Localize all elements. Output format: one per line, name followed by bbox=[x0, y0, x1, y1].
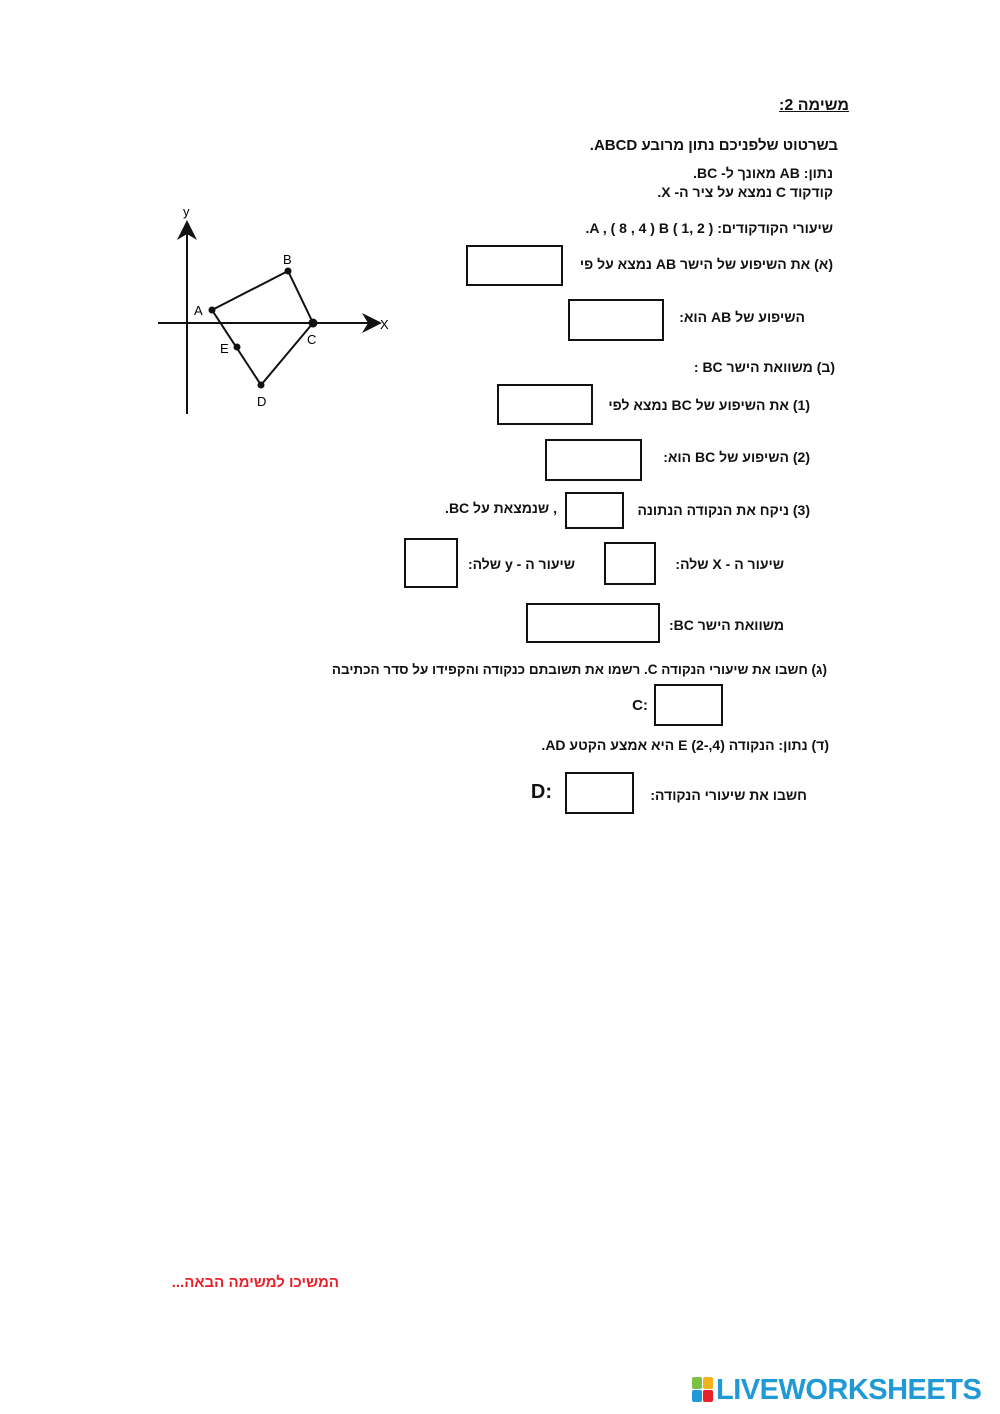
label-d: D bbox=[257, 394, 267, 409]
part-b-q2: (2) השיפוע של BC הוא: bbox=[663, 449, 810, 465]
liveworksheets-brand-text: LIVEWORKSHEETS bbox=[716, 1373, 982, 1406]
label-c: C bbox=[307, 332, 317, 347]
part-a-question: (א) את השיפוע של הישר AB נמצא על פי bbox=[579, 256, 833, 272]
part-b-x-input[interactable] bbox=[604, 542, 656, 585]
part-b-slope-input[interactable] bbox=[545, 439, 642, 481]
part-b-equation-input[interactable] bbox=[526, 603, 660, 643]
part-b-equation-label: משוואת הישר BC: bbox=[668, 617, 784, 633]
part-d-compute-label: חשבו את שיעורי הנקודה: bbox=[650, 787, 807, 803]
label-a: A bbox=[194, 303, 203, 318]
task-title: משימה 2: bbox=[779, 97, 849, 114]
part-b-y-label: שיעור ה - y שלה: bbox=[467, 556, 575, 572]
point-b bbox=[285, 268, 292, 275]
part-a-slope-label: השיפוע של AB הוא: bbox=[679, 309, 805, 325]
part-b-y-input[interactable] bbox=[404, 538, 458, 588]
given-perpendicular: נתון: AB מאונך ל- BC. bbox=[693, 165, 833, 181]
continue-next-task: המשיכו למשימה הבאה... bbox=[171, 1274, 339, 1291]
part-d-point-label: D: bbox=[530, 781, 552, 803]
part-b-q3-start: (3) ניקח את הנקודה הנתונה bbox=[637, 502, 810, 518]
part-a-slope-input[interactable] bbox=[568, 299, 664, 341]
part-b-q3-end: , שנמצאת על BC. bbox=[445, 500, 557, 516]
label-e: E bbox=[220, 341, 229, 356]
point-c bbox=[309, 319, 318, 328]
part-b-x-label: שיעור ה - X שלה: bbox=[675, 556, 784, 572]
point-e bbox=[234, 344, 241, 351]
x-axis-label: X bbox=[380, 317, 389, 332]
part-b-point-input[interactable] bbox=[565, 492, 624, 529]
part-c-question: (ג) חשבו את שיעורי הנקודה C. רשמו את תשובתם כנקודה והקפידו על סדר הכתיבה bbox=[331, 662, 827, 677]
part-c-point-input[interactable] bbox=[654, 684, 723, 726]
label-b: B bbox=[283, 252, 292, 267]
liveworksheets-logo bbox=[692, 1374, 981, 1406]
quadrilateral-abcd bbox=[212, 271, 313, 385]
part-c-point-label: C: bbox=[632, 697, 648, 714]
part-b-formula-input[interactable] bbox=[497, 384, 593, 425]
part-d-point-input[interactable] bbox=[565, 772, 634, 814]
given-vertex-c: קודקוד C נמצא על ציר ה- X. bbox=[657, 184, 833, 200]
point-d bbox=[258, 382, 265, 389]
vertex-coordinates: שיעורי הקודקודים: ( 2 ,1 ) A , ( 8 , 4 ) B. bbox=[585, 220, 833, 236]
point-a bbox=[209, 307, 216, 314]
part-a-formula-input[interactable] bbox=[466, 245, 563, 286]
y-axis-label: y bbox=[183, 204, 190, 219]
part-b-heading: (ב) משוואת הישר BC : bbox=[693, 359, 835, 375]
quadrilateral-diagram bbox=[150, 198, 395, 423]
liveworksheets-logo-icon bbox=[692, 1377, 714, 1403]
part-d-question: (ד) נתון: הנקודה (4,-2) E היא אמצע הקטע AD. bbox=[541, 737, 829, 753]
task-intro: בשרטוט שלפניכם נתון מרובע ABCD. bbox=[589, 137, 838, 154]
part-b-q1: (1) את השיפוע של BC נמצא לפי bbox=[608, 397, 810, 413]
